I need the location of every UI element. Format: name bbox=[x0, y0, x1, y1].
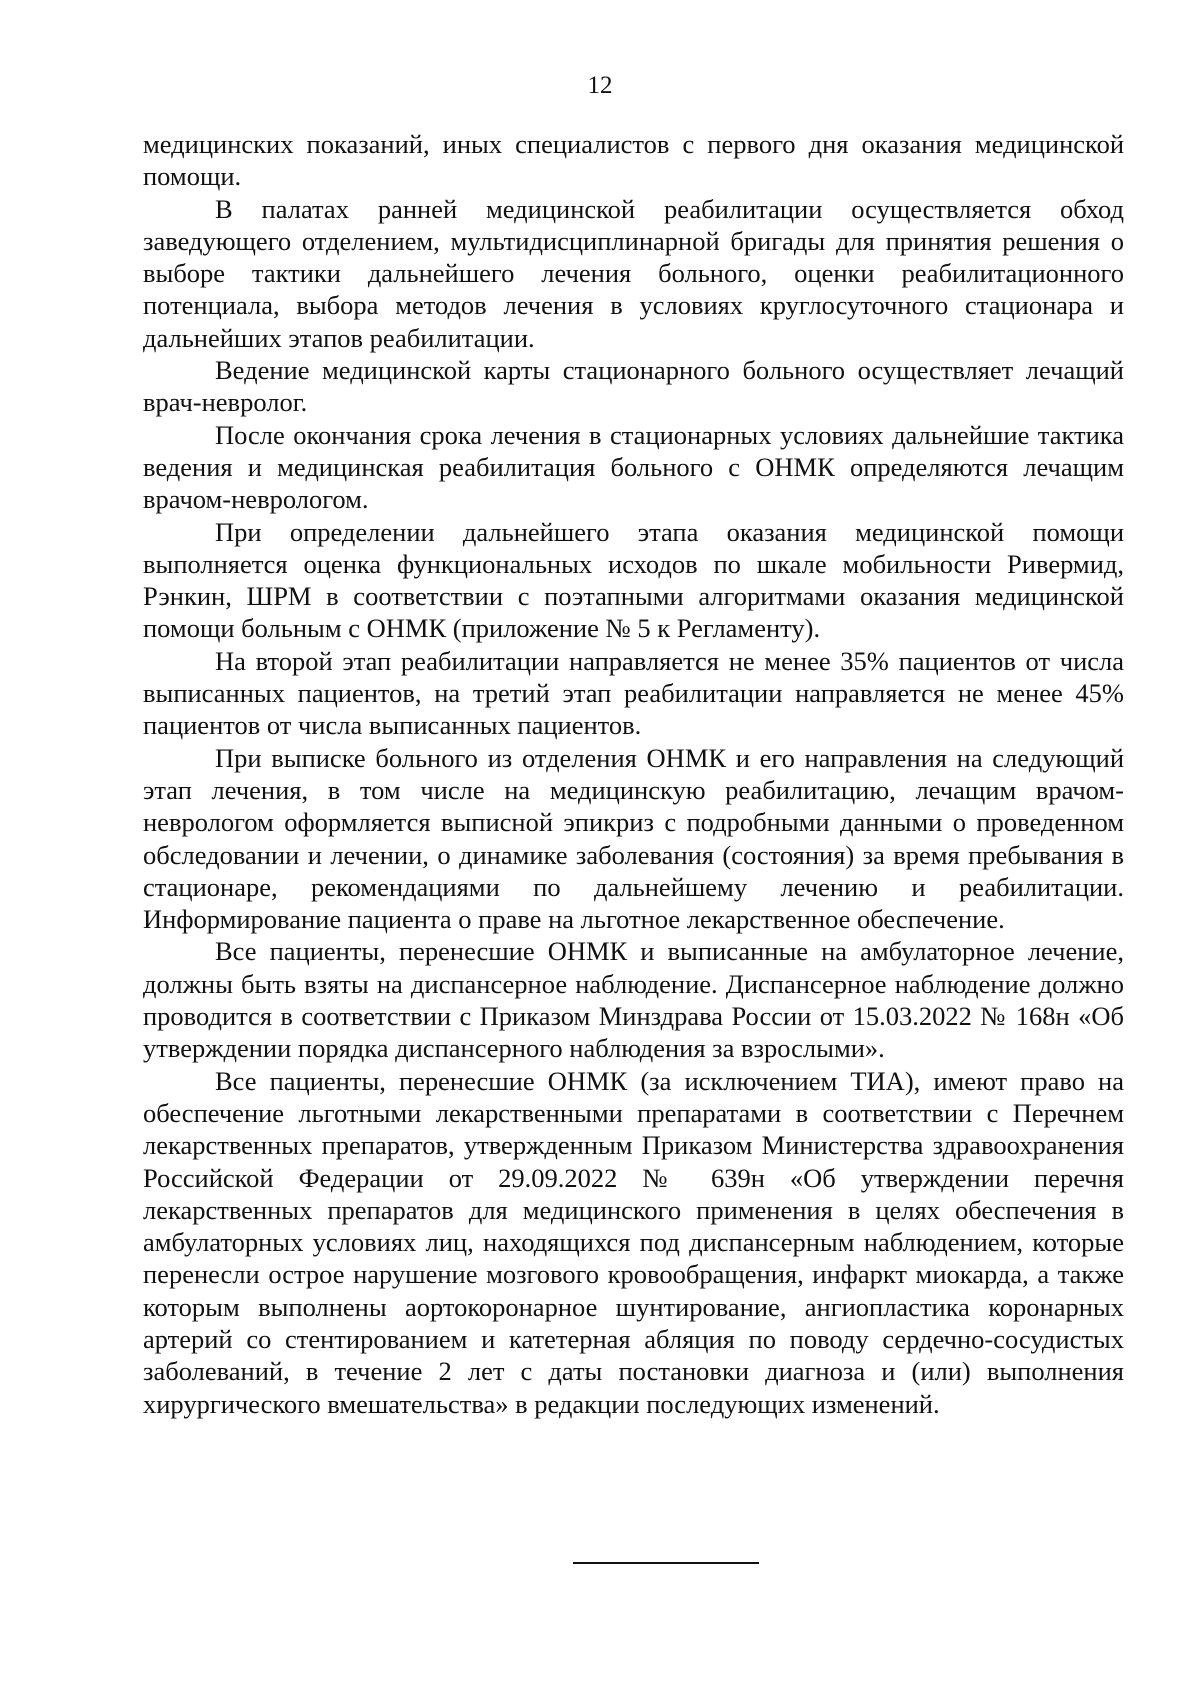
document-body bbox=[143, 128, 1124, 1420]
paragraph: Все пациенты, перенесшие ОНМК и выписанные на амбулаторное лечение, должны быть взяты на диспансерное наблюдение. Диспансерное наблюдение должно проводится в соответствии с Приказом Минздрава России от 15.03.2022 № 168н «Об утверждении порядка диспансерного наблюдения за взрослыми». bbox=[143, 936, 1124, 1064]
paragraph: Все пациенты, перенесшие ОНМК (за исключением ТИА), имеют право на обеспечение льготными лекарственными препаратами в соответствии с Перечнем лекарственных препаратов, утвержденным Приказом Министерства здравоохранения Российской Федерации от 29.09.2022 № 639н «Об утверждении перечня лекарственных препаратов для медицинского применения в целях обеспечения в амбулаторных условиях лиц, находящихся под диспансерным наблюдением, которые перенесли острое нарушение мозгового кровообращения, инфаркт миокарда, а также которым выполнены аортокоронарное шунтирование, ангиопластика коронарных артерий со стентированием и катетерная абляция по поводу сердечно-сосудистых заболеваний, в течение 2 лет с даты постановки диагноза и (или) выполнения хирургического вмешательства» в редакции последующих изменений. bbox=[143, 1065, 1124, 1419]
paragraph: На второй этап реабилитации направляется не менее 35% пациентов от числа выписанных пациентов, на третий этап реабилитации направляется не менее 45% пациентов от числа выписанных пациентов. bbox=[143, 645, 1124, 741]
paragraph: В палатах ранней медицинской реабилитации осуществляется обход заведующего отделением, мультидисциплинарной бригады для принятия решения о выборе тактики дальнейшего лечения больного, оценки реабилитационного потенциала, выбора методов лечения в условиях круглосуточного стационара и дальнейших этапов реабилитации. bbox=[143, 193, 1124, 353]
page-number: 12 bbox=[587, 72, 613, 99]
paragraph: медицинских показаний, иных специалистов с первого дня оказания медицинской помощи. bbox=[143, 129, 1124, 192]
paragraph: Ведение медицинской карты стационарного больного осуществляет лечащий врач-невролог. bbox=[143, 355, 1124, 418]
paragraph: При выписке больного из отделения ОНМК и его направления на следующий этап лечения, в том числе на медицинскую реабилитацию, лечащим врачом-неврологом оформляется выписной эпикриз с подробными данными о проведенном обследовании и лечении, о динамике заболевания (состояния) за время пребывания в стационаре, рекомендациями по дальнейшему лечению и реабилитации. Информирование пациента о праве на льготное лекарственное обеспечение. bbox=[143, 742, 1124, 935]
paragraph: После окончания срока лечения в стационарных условиях дальнейшие тактика ведения и медицинская реабилитация больного с ОНМК определяются лечащим врачом-неврологом. bbox=[143, 419, 1124, 515]
end-divider-line bbox=[573, 1562, 759, 1564]
paragraph: При определении дальнейшего этапа оказания медицинской помощи выполняется оценка функциональных исходов по шкале мобильности Ривермид, Рэнкин, ШРМ в соответствии с поэтапными алгоритмами оказания медицинской помощи больным с ОНМК (приложение № 5 к Регламенту). bbox=[143, 516, 1124, 644]
